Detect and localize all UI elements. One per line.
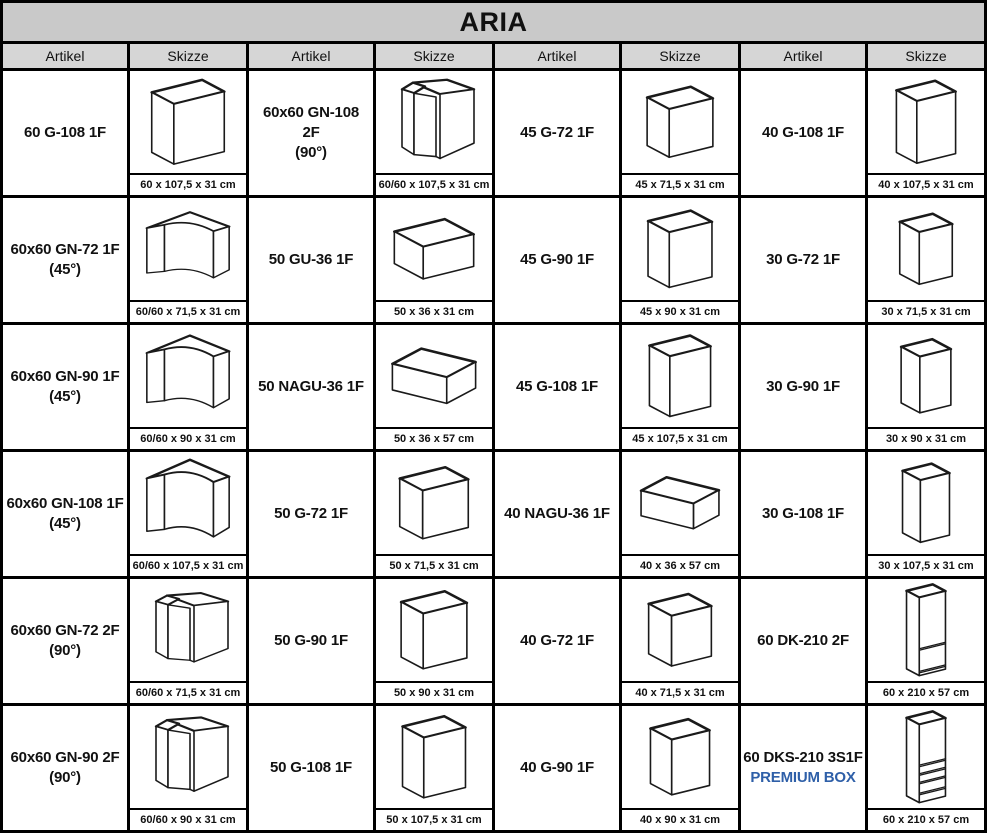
column-header-skizze: Skizze <box>376 44 492 68</box>
cabinet-sketch <box>622 198 738 300</box>
skizze-cell <box>868 71 984 195</box>
artikel-variant: (45°) <box>49 388 81 405</box>
artikel-code: 50 G-90 1F <box>274 631 348 649</box>
artikel-code: 45 G-108 1F <box>515 377 598 395</box>
artikel-code: 40 G-90 1F <box>520 758 594 776</box>
skizze-cell <box>868 579 984 703</box>
artikel-cell <box>249 198 373 322</box>
artikel-variant: (90°) <box>49 642 81 659</box>
dimension-label: 40 x 90 x 31 cm <box>622 808 738 830</box>
artikel-code: 60x60 GN-108 <box>262 103 359 121</box>
dimension-label: 45 x 90 x 31 cm <box>622 300 738 322</box>
dimension-label: 60 x 210 x 57 cm <box>868 681 984 703</box>
skizze-cell <box>130 71 246 195</box>
corner-cabinet-sketch <box>130 452 246 554</box>
artikel-cell <box>495 71 619 195</box>
skizze-cell <box>376 706 492 830</box>
skizze-cell <box>622 452 738 576</box>
artikel-cell <box>249 71 373 195</box>
page-title: ARIA <box>3 3 984 41</box>
cabinet-sketch <box>376 325 492 427</box>
dimension-label: 40 x 107,5 x 31 cm <box>868 173 984 195</box>
artikel-cell <box>249 706 373 830</box>
corner-cabinet-sketch <box>376 71 492 173</box>
artikel-cell <box>741 71 865 195</box>
dimension-label: 50 x 107,5 x 31 cm <box>376 808 492 830</box>
artikel-code: 40 G-108 1F <box>761 123 844 141</box>
artikel-cell <box>741 706 865 830</box>
cabinet-sketch <box>376 198 492 300</box>
column-header-artikel: Artikel <box>495 44 619 68</box>
artikel-cell <box>3 325 127 449</box>
artikel-code: 60 G-108 1F <box>23 123 106 141</box>
cabinet-sketch <box>622 706 738 808</box>
dimension-label: 30 x 71,5 x 31 cm <box>868 300 984 322</box>
dimension-label: 60/60 x 107,5 x 31 cm <box>376 173 492 195</box>
artikel-cell <box>495 198 619 322</box>
skizze-cell <box>130 452 246 576</box>
dimension-label: 30 x 90 x 31 cm <box>868 427 984 449</box>
artikel-code: 60 DKS-210 3S1F <box>743 748 863 766</box>
column-header-artikel: Artikel <box>741 44 865 68</box>
dimension-label: 50 x 36 x 31 cm <box>376 300 492 322</box>
artikel-cell <box>741 325 865 449</box>
dimension-label: 60/60 x 107,5 x 31 cm <box>130 554 246 576</box>
dimension-label: 60/60 x 90 x 31 cm <box>130 808 246 830</box>
column-header-skizze: Skizze <box>130 44 246 68</box>
artikel-cell <box>3 71 127 195</box>
skizze-cell <box>130 325 246 449</box>
artikel-code: 40 G-72 1F <box>520 631 594 649</box>
skizze-cell <box>130 198 246 322</box>
skizze-cell <box>622 579 738 703</box>
artikel-cell <box>3 706 127 830</box>
skizze-cell <box>376 579 492 703</box>
dimension-label: 45 x 107,5 x 31 cm <box>622 427 738 449</box>
cabinet-sketch <box>622 71 738 173</box>
dimension-label: 60/60 x 71,5 x 31 cm <box>130 681 246 703</box>
dimension-label: 50 x 90 x 31 cm <box>376 681 492 703</box>
dimension-label: 40 x 36 x 57 cm <box>622 554 738 576</box>
artikel-variant: (90°) <box>49 769 81 786</box>
skizze-cell <box>868 706 984 830</box>
skizze-cell <box>868 198 984 322</box>
artikel-variant: (45°) <box>49 515 81 532</box>
premium-box-label: PREMIUM BOX <box>750 769 856 786</box>
skizze-cell <box>376 452 492 576</box>
column-header-skizze: Skizze <box>868 44 984 68</box>
artikel-cell <box>495 579 619 703</box>
artikel-cell <box>249 325 373 449</box>
cabinet-sketch <box>868 452 984 554</box>
artikel-code: 60x60 GN-108 1F <box>6 494 124 512</box>
artikel-cell <box>249 452 373 576</box>
artikel-code: 60x60 GN-72 1F <box>10 240 120 258</box>
artikel-code: 30 G-108 1F <box>761 504 844 522</box>
cabinet-sketch <box>376 452 492 554</box>
corner-cabinet-sketch <box>130 198 246 300</box>
dimension-label: 60 x 107,5 x 31 cm <box>130 173 246 195</box>
dimension-label: 60/60 x 90 x 31 cm <box>130 427 246 449</box>
artikel-code: 50 G-72 1F <box>274 504 348 522</box>
skizze-cell <box>868 452 984 576</box>
artikel-cell <box>495 706 619 830</box>
corner-cabinet-sketch <box>130 579 246 681</box>
cabinet-sketch <box>376 579 492 681</box>
artikel-code: 30 G-90 1F <box>766 377 840 395</box>
artikel-variant: 2F <box>302 123 320 141</box>
dimension-label: 45 x 71,5 x 31 cm <box>622 173 738 195</box>
corner-cabinet-sketch <box>130 325 246 427</box>
dimension-label: 50 x 36 x 57 cm <box>376 427 492 449</box>
artikel-code: 45 G-90 1F <box>520 250 594 268</box>
artikel-variant: (45°) <box>49 261 81 278</box>
skizze-cell <box>376 325 492 449</box>
artikel-variant: (90°) <box>295 144 327 162</box>
artikel-cell <box>741 198 865 322</box>
artikel-cell <box>3 198 127 322</box>
cabinet-sketch <box>868 71 984 173</box>
artikel-code: 45 G-72 1F <box>520 123 594 141</box>
skizze-cell <box>622 706 738 830</box>
skizze-cell <box>130 706 246 830</box>
skizze-cell <box>376 198 492 322</box>
artikel-code: 50 NAGU-36 1F <box>258 377 364 395</box>
artikel-cell <box>495 452 619 576</box>
artikel-code: 30 G-72 1F <box>766 250 840 268</box>
artikel-code: 40 NAGU-36 1F <box>504 504 610 522</box>
skizze-cell <box>130 579 246 703</box>
column-header-artikel: Artikel <box>249 44 373 68</box>
skizze-cell <box>868 325 984 449</box>
artikel-cell <box>495 325 619 449</box>
artikel-cell <box>249 579 373 703</box>
artikel-code: 60x60 GN-90 2F <box>10 748 120 766</box>
dimension-label: 60/60 x 71,5 x 31 cm <box>130 300 246 322</box>
tall-cabinet-sketch <box>868 579 984 681</box>
artikel-code: 60 DK-210 2F <box>757 631 849 649</box>
tall-cabinet-sketch <box>868 706 984 808</box>
artikel-cell <box>741 579 865 703</box>
cabinet-sketch <box>868 325 984 427</box>
artikel-code: 60x60 GN-72 2F <box>10 621 120 639</box>
dimension-label: 50 x 71,5 x 31 cm <box>376 554 492 576</box>
dimension-label: 30 x 107,5 x 31 cm <box>868 554 984 576</box>
skizze-cell <box>622 71 738 195</box>
cabinet-sketch <box>622 325 738 427</box>
column-header-artikel: Artikel <box>3 44 127 68</box>
artikel-code: 50 GU-36 1F <box>268 250 354 268</box>
artikel-code: 50 G-108 1F <box>269 758 352 776</box>
artikel-code: 60x60 GN-90 1F <box>10 367 120 385</box>
cabinet-sketch <box>376 706 492 808</box>
artikel-cell <box>741 452 865 576</box>
skizze-cell <box>622 325 738 449</box>
column-header-skizze: Skizze <box>622 44 738 68</box>
skizze-cell <box>376 71 492 195</box>
artikel-cell <box>3 579 127 703</box>
cabinet-sketch <box>622 452 738 554</box>
dimension-label: 40 x 71,5 x 31 cm <box>622 681 738 703</box>
cabinet-sketch <box>130 71 246 173</box>
corner-cabinet-sketch <box>130 706 246 808</box>
cabinet-sketch <box>622 579 738 681</box>
cabinet-sketch <box>868 198 984 300</box>
dimension-label: 60 x 210 x 57 cm <box>868 808 984 830</box>
skizze-cell <box>622 198 738 322</box>
artikel-cell <box>3 452 127 576</box>
